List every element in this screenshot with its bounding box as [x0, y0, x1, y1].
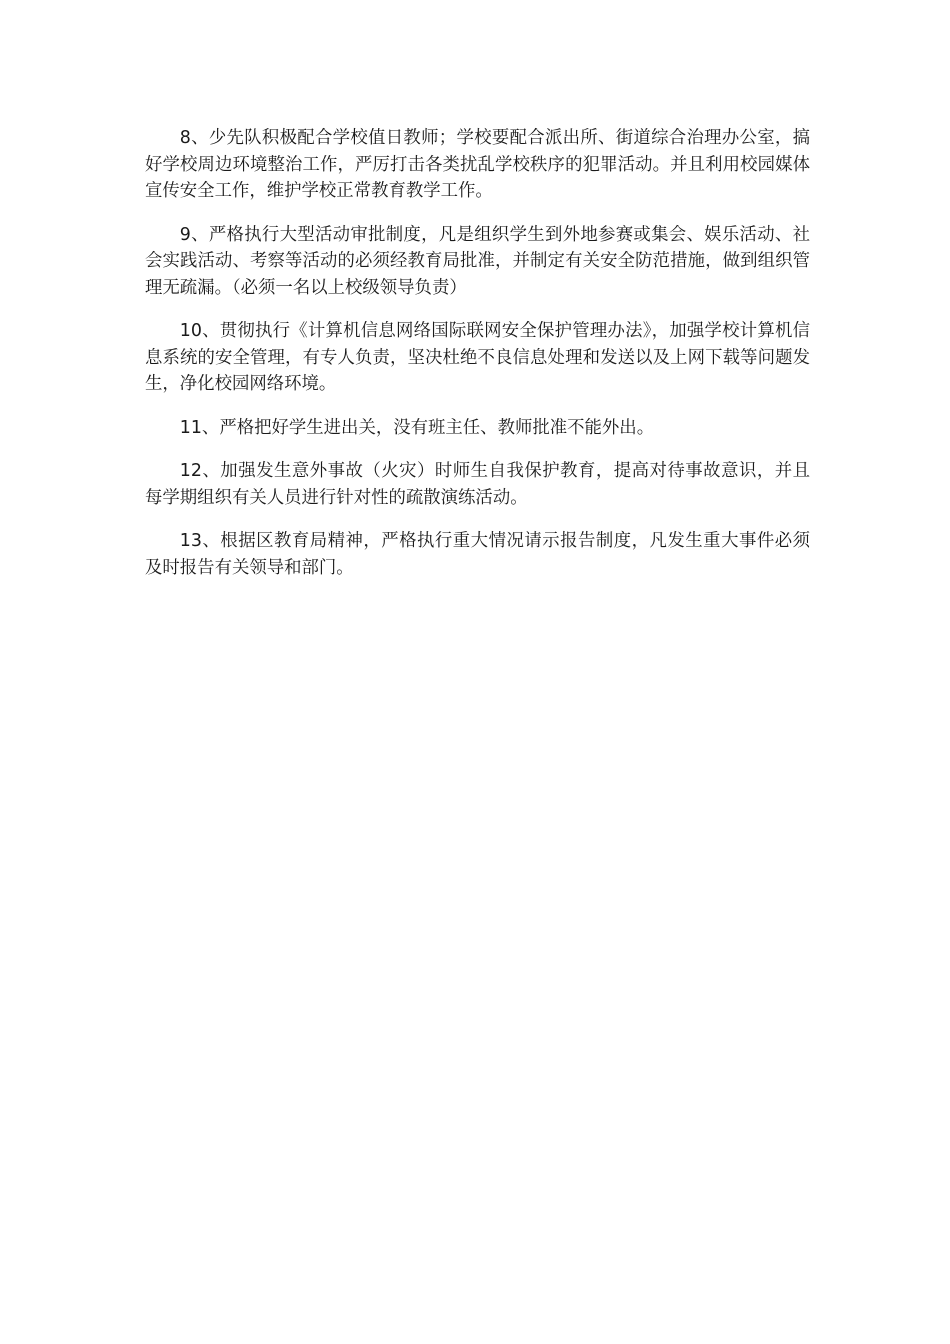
paragraph-item-12: 12、加强发生意外事故（火灾）时师生自我保护教育，提高对待事故意识，并且每学期组织有关人员进行针对性的疏散演练活动。	[145, 461, 810, 508]
paragraph-item-11: 11、严格把好学生进出关，没有班主任、教师批准不能外出。	[179, 417, 655, 438]
document-body	[145, 125, 810, 598]
paragraph-item-13: 13、根据区教育局精神，严格执行重大情况请示报告制度，凡发生重大事件必须及时报告有关领导和部门。	[145, 531, 810, 578]
paragraph-item-9: 9、严格执行大型活动审批制度，凡是组织学生到外地参赛或集会、娱乐活动、社会实践活动、考察等活动的必须经教育局批准，并制定有关安全防范措施，做到组织管理无疏漏。（必须一名以上校级领导负责）	[145, 224, 810, 298]
paragraph-item-10: 10、贯彻执行《计算机信息网络国际联网安全保护管理办法》，加强学校计算机信息系统的安全管理，有专人负责，坚决杜绝不良信息处理和发送以及上网下载等问题发生，净化校园网络环境。	[145, 321, 810, 394]
paragraph-item-8: 8、少先队积极配合学校值日教师；学校要配合派出所、街道综合治理办公室，搞好学校周边环境整治工作，严厉打击各类扰乱学校秩序的犯罪活动。并且利用校园媒体宣传安全工作，维护学校正常教育教学工作。	[145, 128, 810, 201]
